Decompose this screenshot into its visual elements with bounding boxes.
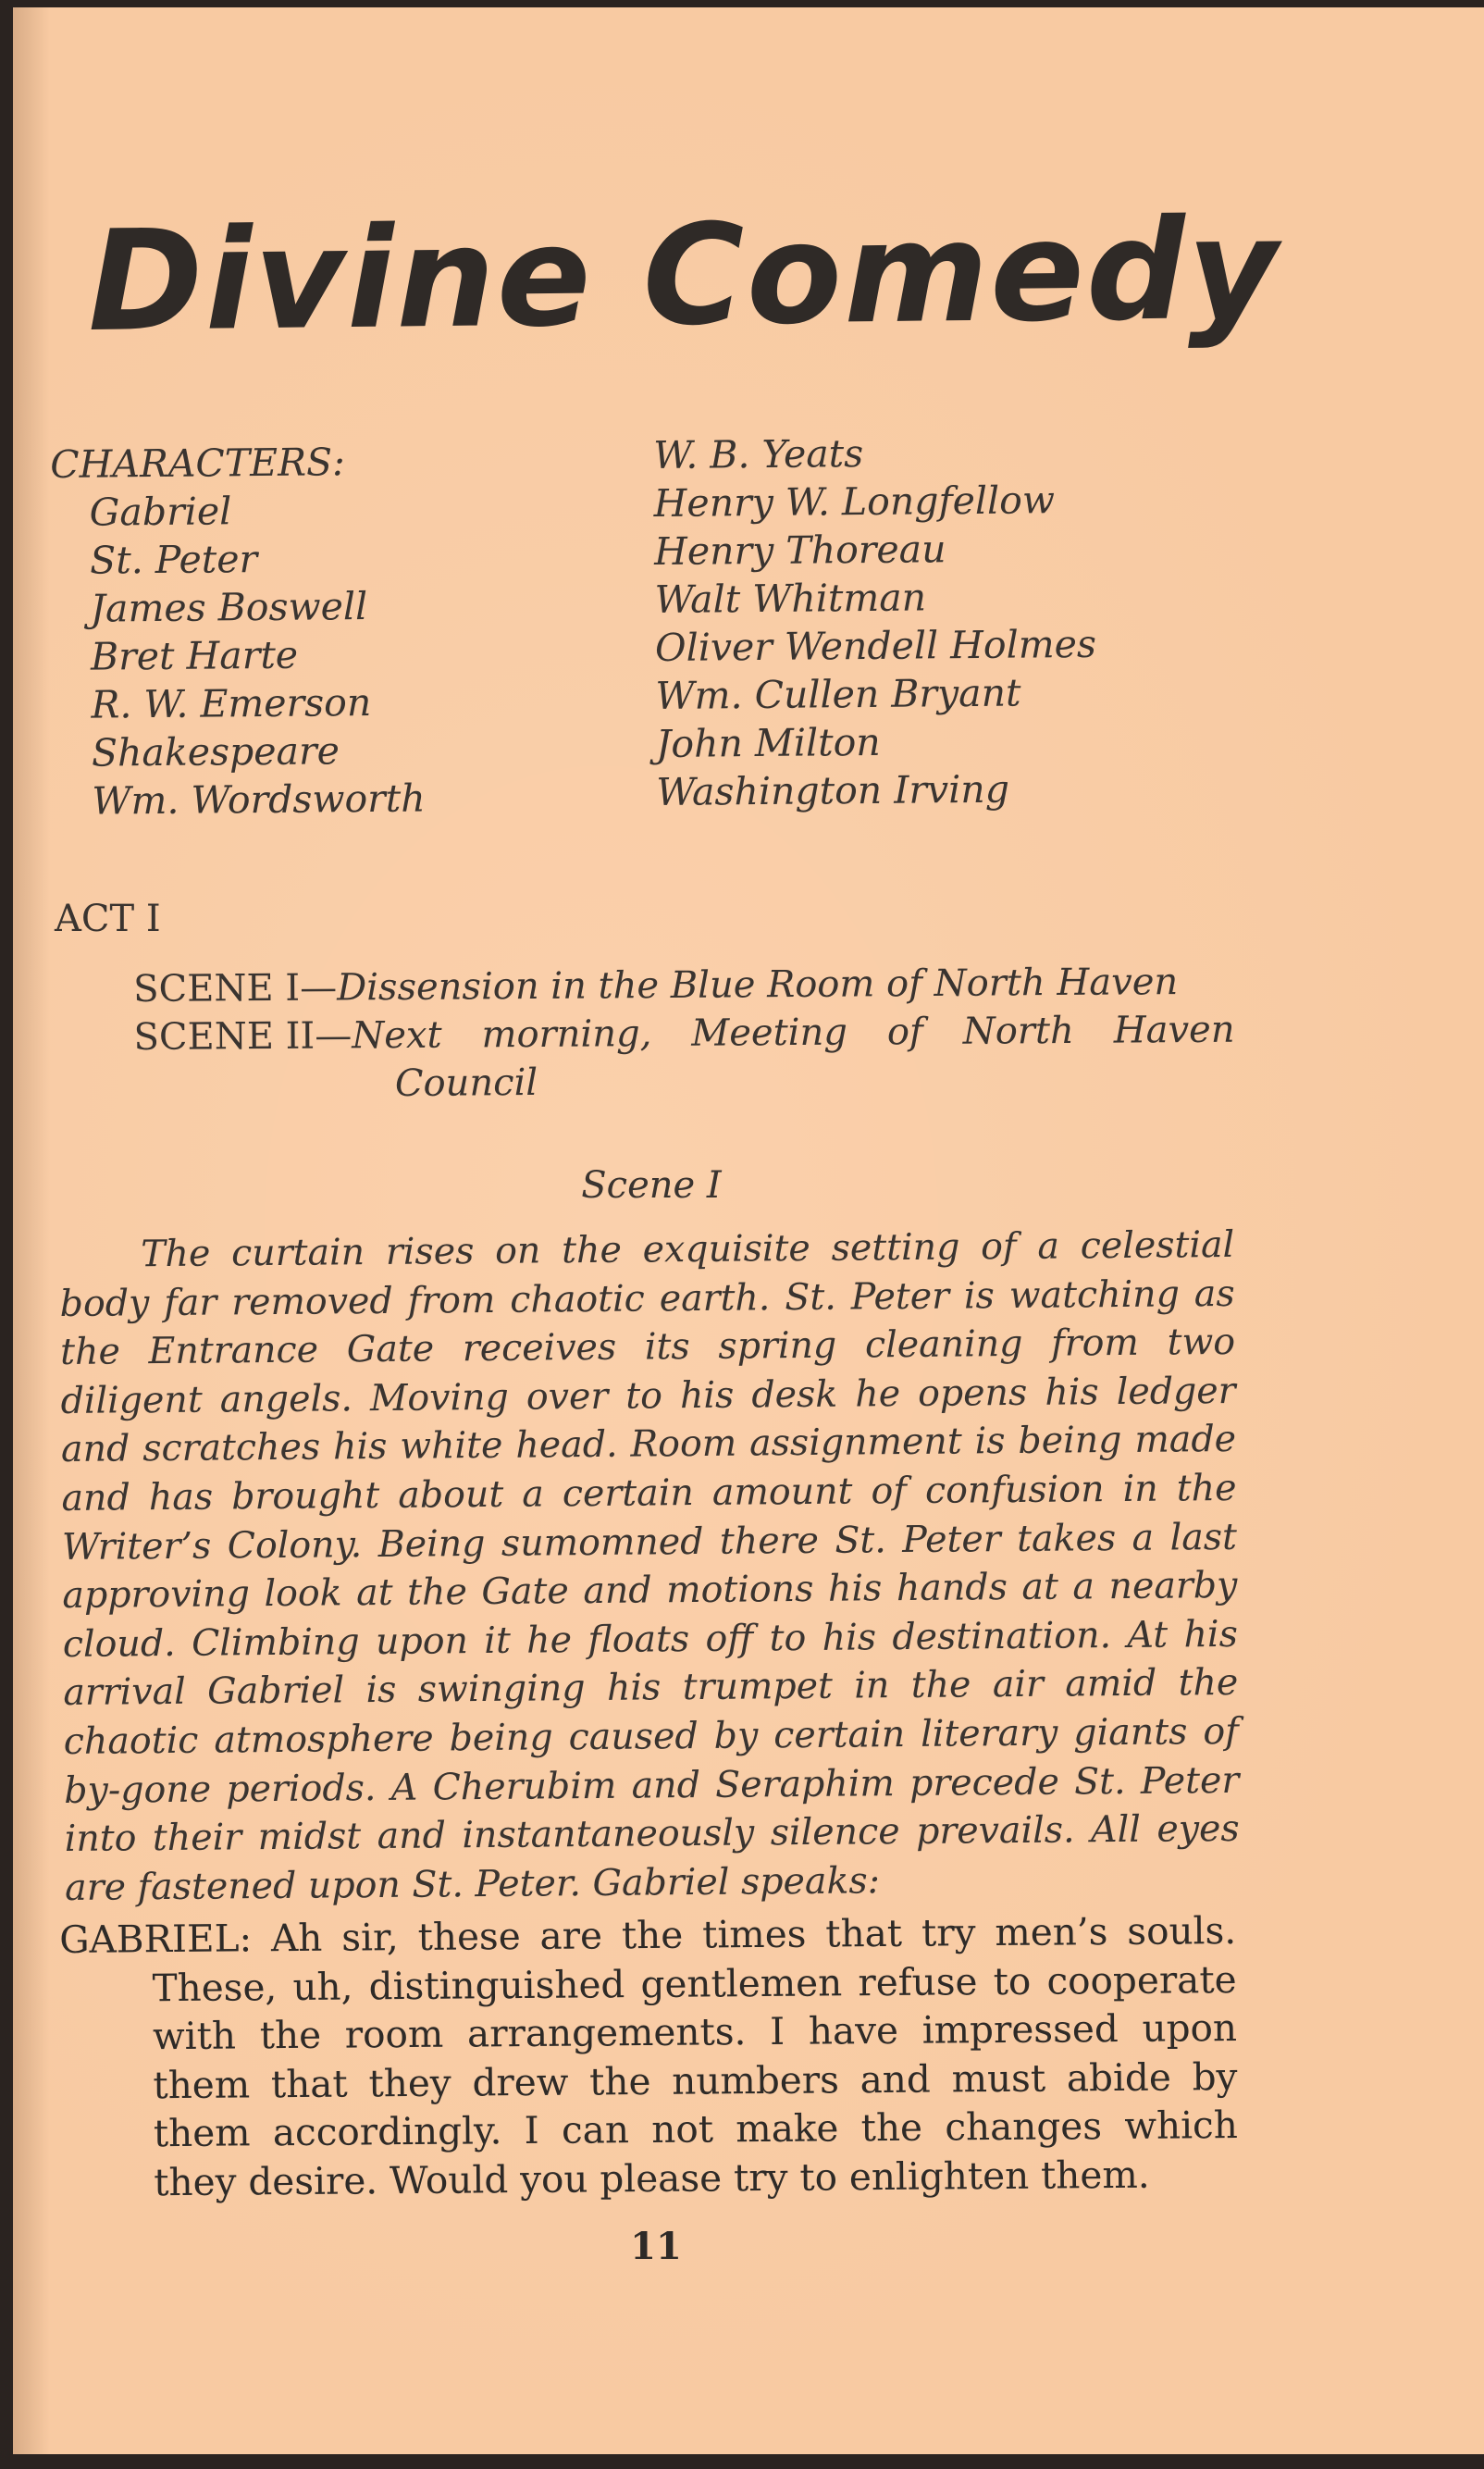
character-name: Wm. Wordsworth xyxy=(92,775,426,824)
speech-text: Ah sir, these are the times that try men’s souls. xyxy=(270,1908,1237,1961)
page-edge xyxy=(13,2454,1484,2462)
characters-list-right xyxy=(653,428,1097,816)
page-number: 11 xyxy=(630,2225,682,2268)
character-name: Henry W. Longfellow xyxy=(653,478,1056,526)
speaker-name: GABRIEL: xyxy=(59,1916,253,1962)
scene-entry xyxy=(133,958,1234,1013)
speech-continued: These, uh, distinguished gentlemen refuse to cooperate with the room arrangements. I have impressed upon them that they drew the numbers and must abide by them accordingly. I can not make the changes which they desire. Would you please try to enlighten them. xyxy=(152,1956,1239,2205)
character-name: Gabriel xyxy=(89,489,232,535)
act-heading: ACT I xyxy=(55,898,161,940)
character-name: St. Peter xyxy=(89,537,258,583)
scene-label: SCENE II— xyxy=(133,1014,352,1059)
character-name: Henry Thoreau xyxy=(653,527,946,574)
dialogue-first-line xyxy=(59,1906,1236,1965)
character-name: W. B. Yeats xyxy=(653,431,864,478)
character-name: Wm. Cullen Bryant xyxy=(655,670,1021,718)
stage-directions: The curtain rises on the exquisite setting of a celestial body far removed from chaotic earth. St. Peter is watching as the Entrance Gate receives its spring cleaning from two diligent angels. Moving over to his desk he opens his ledger and scratches his white head. Room assignment is being made and has brought about a certain amount of confusion in the Writer’s Colony. Being sumomned there St. Peter takes a last approving look at the Gate and motions his hands at a nearby cloud. Climbing upon it he floats off to his destination. At his arrival Gabriel is swinging his trumpet in the air amid the chaotic atmosphere being caused by certain literary giants of by-gone periods. A Cherubim and Seraphim precede St. Peter into their midst and instantaneously silence prevails. All eyes are fastened upon St. Peter. Gabriel speaks: xyxy=(59,1222,1240,1909)
scene-heading: Scene I xyxy=(581,1164,722,1207)
character-name: R. W. Emerson xyxy=(91,679,372,727)
scene-entry xyxy=(133,1006,1234,1061)
scene-list xyxy=(133,958,1235,1110)
character-name: Washington Irving xyxy=(656,766,1010,814)
character-name: John Milton xyxy=(655,719,881,766)
character-name: James Boswell xyxy=(90,584,368,631)
scene-description-continued: Council xyxy=(394,1061,538,1106)
character-name: Oliver Wendell Holmes xyxy=(654,621,1097,670)
book-page xyxy=(13,7,1484,2462)
characters-list-left xyxy=(50,437,426,825)
scene-description: Next morning, Meeting of North Haven xyxy=(352,1008,1235,1058)
character-name: Shakespeare xyxy=(91,728,340,775)
scene-label: SCENE I— xyxy=(133,966,338,1011)
character-name: Bret Harte xyxy=(90,632,299,679)
character-name: Walt Whitman xyxy=(654,575,927,622)
scene-description: Dissension in the Blue Room of North Haven xyxy=(336,961,1179,1010)
page-title: Divine Comedy xyxy=(87,189,1280,363)
dialogue-block xyxy=(59,1906,1238,2208)
characters-heading: CHARACTERS: xyxy=(50,440,346,487)
